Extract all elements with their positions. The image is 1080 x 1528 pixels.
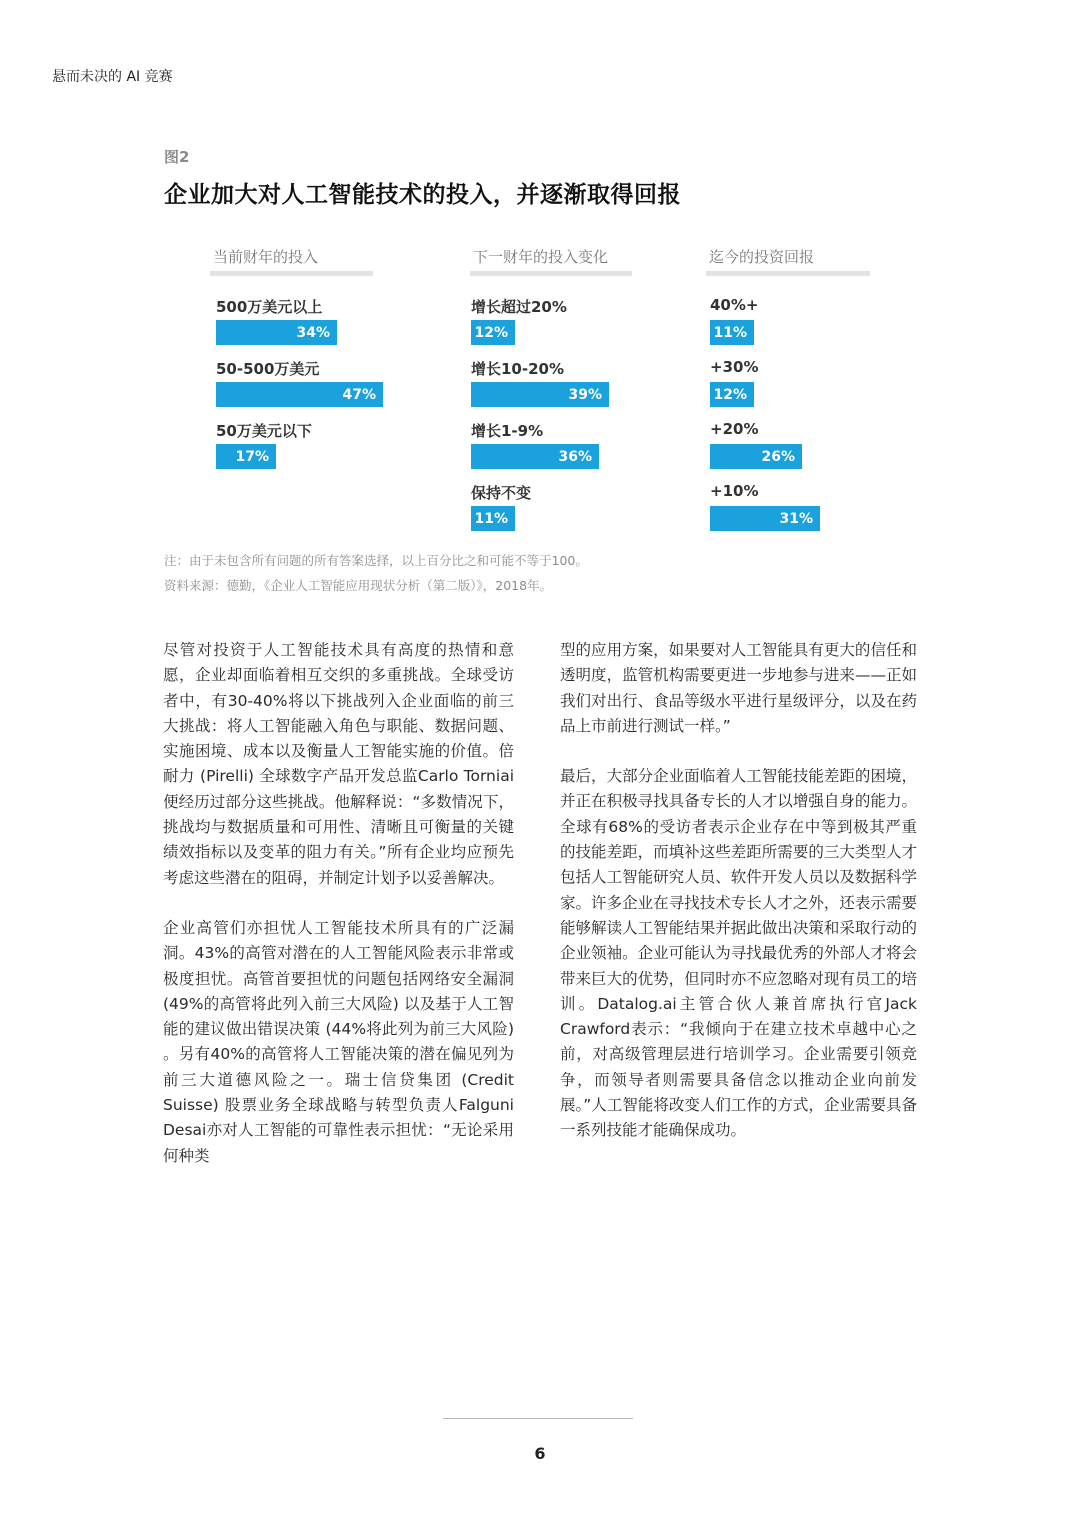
- page-number: 6: [534, 1444, 546, 1463]
- category-label: 保持不变: [471, 484, 532, 502]
- footer-rule: [443, 1418, 633, 1419]
- bar: [710, 506, 820, 531]
- body-paragraph: 型的应用方案，如果要对人工智能具有更大的信任和透明度，监管机构需要更进一步地参与进来——正如我们对出行、食品等级水平进行星级评分，以及在药品上市前进行测试一样。”: [560, 641, 917, 735]
- figure-source: 资料来源：德勤，《企业人工智能应用现状分析（第二版）》，2018年。: [164, 578, 553, 593]
- group-heading-current-investment: 当前财年的投入: [213, 248, 319, 266]
- bar-value-label: 47%: [342, 386, 376, 403]
- bar: [471, 506, 515, 531]
- bar-value-label: 17%: [235, 448, 269, 465]
- bar-value-label: 11%: [474, 510, 508, 527]
- bar: [471, 382, 609, 407]
- bar-value-label: 12%: [713, 386, 747, 403]
- group-heading-rule: [470, 271, 632, 276]
- bar: [216, 382, 383, 407]
- bar: [710, 382, 754, 407]
- bar-value-label: 12%: [474, 324, 508, 341]
- category-label: 50-500万美元: [216, 360, 320, 378]
- running-title: 悬而未决的 AI 竞赛: [52, 69, 173, 85]
- category-label: 增长1-9%: [471, 422, 544, 440]
- category-label: 40%+: [710, 296, 759, 314]
- category-label: 增长超过20%: [471, 298, 567, 316]
- bar: [471, 444, 599, 469]
- bar: [216, 320, 337, 345]
- body-column-left: [163, 638, 514, 1194]
- body-paragraph: 企业高管们亦担忧人工智能技术所具有的广泛漏洞。43%的高管对潜在的人工智能风险表示非常或极度担忧。高管首要担忧的问题包括网络安全漏洞 (49%的高管将此列入前三大风险) 以及基于人工智能的建议做出错误决策 (44%将此列为前三大风险) 。另有40%的高管将人工智能决策的潜在偏见列为前三大道德风险之一。瑞士信贷集团 (Credit Suisse) 股票业务全球战略与转型负责人Falguni Desai亦对人工智能的可靠性表示担忧：“无论采用何种类: [163, 918, 514, 1165]
- bar-value-label: 34%: [296, 324, 330, 341]
- category-label: 500万美元以上: [216, 298, 323, 316]
- figure-note: 注：由于未包含所有问题的所有答案选择，以上百分比之和可能不等于100。: [164, 553, 588, 568]
- figure-title: 企业加大对人工智能技术的投入，并逐渐取得回报: [164, 182, 681, 208]
- group-heading-rule: [706, 271, 870, 276]
- category-label: +10%: [710, 482, 759, 500]
- bar-value-label: 31%: [779, 510, 813, 527]
- bar-value-label: 39%: [568, 386, 602, 403]
- bar-value-label: 36%: [558, 448, 592, 465]
- group-heading-rule: [210, 271, 373, 276]
- bar: [710, 444, 802, 469]
- body-paragraph: 最后，大部分企业面临着人工智能技能差距的困境，并正在积极寻找具备专长的人才以增强自身的能力。全球有68%的受访者表示企业存在中等到极其严重的技能差距，而填补这些差距所需要的三大类型人才包括人工智能研究人员、软件开发人员以及数据科学家。许多企业在寻找技术专长人才之外，还表示需要能够解读人工智能结果并据此做出决策和采取行动的企业领袖。企业可能认为寻找最优秀的外部人才将会带来巨大的优势，但同时亦不应忽略对现有员工的培训。Datalog.ai主管合伙人兼首席执行官Jack Crawford表示：“我倾向于在建立技术卓越中心之前，对高级管理层进行培训学习。企业需要引领竞争，而领导者则需要具备信念以推动企业向前发展。”人工智能将改变人们工作的方式，企业需要具备一系列技能才能确保成功。: [560, 767, 917, 1140]
- bar: [710, 320, 754, 345]
- body-column-right: [560, 638, 917, 1169]
- bar: [471, 320, 515, 345]
- bar-value-label: 26%: [761, 448, 795, 465]
- group-heading-next-year-change: 下一财年的投入变化: [473, 248, 609, 266]
- category-label: +30%: [710, 358, 759, 376]
- body-paragraph: 尽管对投资于人工智能技术具有高度的热情和意愿，企业却面临着相互交织的多重挑战。全球受访者中，有30-40%将以下挑战列入企业面临的前三大挑战：将人工智能融入角色与职能、数据问题、实施困境、成本以及衡量人工智能实施的价值。倍耐力 (Pirelli) 全球数字产品开发总监Carlo Torniai便经历过部分这些挑战。他解释说：“多数情况下，挑战均与数据质量和可用性、清晰且可衡量的关键绩效指标以及变革的阻力有关。”所有企业均应预先考虑这些潜在的阻碍，并制定计划予以妥善解决。: [163, 641, 514, 887]
- group-heading-roi: 迄今的投资回报: [709, 248, 815, 266]
- category-label: +20%: [710, 420, 759, 438]
- category-label: 50万美元以下: [216, 422, 312, 440]
- figure-label: 图2: [164, 148, 190, 166]
- category-label: 增长10-20%: [471, 360, 565, 378]
- bar-value-label: 11%: [713, 324, 747, 341]
- bar: [216, 444, 276, 469]
